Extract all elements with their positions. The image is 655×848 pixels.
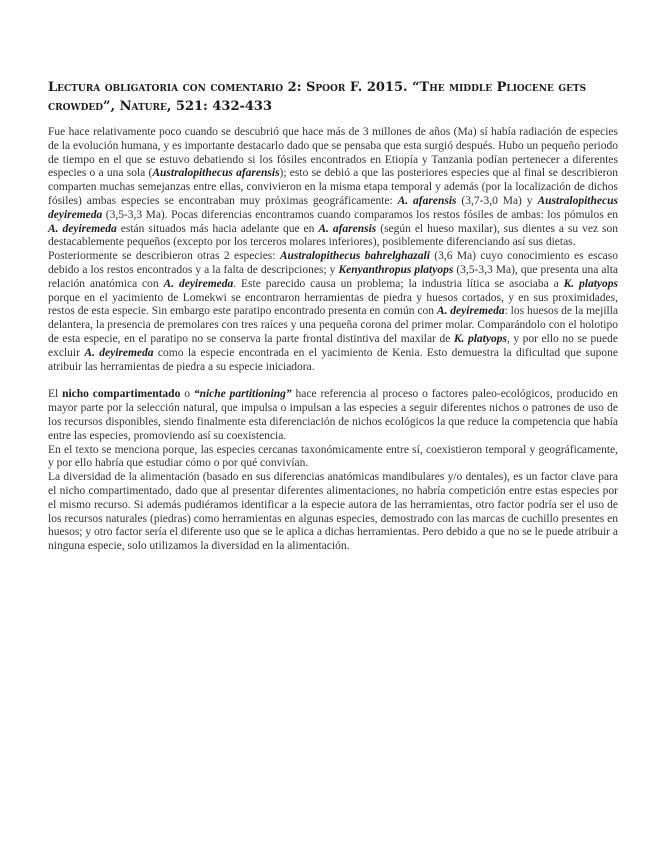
text-run: porque en el yacimiento de Lomekwi se encontraron herramientas de piedra y huesos cortados, y en sus proximidades, restos de esta especie. Sin embargo este paratipo encontrado presenta en común con <box>48 291 618 318</box>
paragraph-p2 <box>48 250 618 374</box>
species-name: Australopithecus deyiremeda <box>48 194 618 221</box>
emphasis-term: nicho compartimentado <box>62 388 181 401</box>
text-run: , y por ello no se puede excluir <box>48 332 618 359</box>
text-run: : los huesos de la mejilla delantera, la presencia de premolares con tres raíces y una pequeña corona del primer molar. Comparándolo con el holotipo de esta especie, en el paratipo no se conserva la parte frontal distintiva del maxilar de <box>48 305 619 345</box>
species-name: Kenyanthropus platyops <box>338 263 454 276</box>
text-run: (3,7-3,0 Ma) y <box>456 194 538 207</box>
paragraph-p5 <box>48 471 618 554</box>
text-run: (según el hueso maxilar), sus dientes a su vez son destacablemente pequeños (excepto por los terceros molares inferiores), posiblemente diferenciando así sus dietas. <box>48 222 619 249</box>
text-run: En el texto se menciona porque, las especies cercanas taxonómicamente entre sí, coexistieron temporal y geográficamente, y por ello habría que estudiar cómo o por qué convivían. <box>48 443 618 470</box>
species-name: A. afarensis <box>397 194 457 207</box>
paragraph-p3 <box>48 388 618 443</box>
text-run: El <box>48 388 63 401</box>
species-name: K. platyops <box>453 332 507 345</box>
text-run: . Este parecido causa un problema; la industria lítica se asociaba a <box>233 277 564 290</box>
text-run: están situados más hacia adelante que en <box>116 222 319 235</box>
species-name: Australopithecus bahrelghazali <box>279 250 430 263</box>
species-name: A. deyiremeda <box>436 305 505 318</box>
species-name: A. afarensis <box>318 222 377 235</box>
species-name: A. deyiremeda <box>163 277 234 290</box>
text-run: (3,6 Ma) cuyo conocimiento es escaso debido a los restos encontrados y a la falta de descripciones; y <box>48 250 619 276</box>
paragraph-p1 <box>48 126 618 250</box>
species-name: K. platyops <box>563 277 619 290</box>
document-title: Lectura obligatoria con comentario 2: Spoor F. 2015. “The middle Pliocene gets crowded”, Nature, 521: 432-433 <box>48 80 587 114</box>
document-body <box>48 126 618 554</box>
text-run: ); esto se debió a que las posteriores especies que al final se describieron comparten muchas semejanzas entre ellas, convivieron en la misma etapa temporal y además (por la localización de dichos fósiles) ambas especies se encontraban muy próximas geográficamente: <box>48 167 618 207</box>
text-run: (3,5-3,3 Ma). Pocas diferencias encontramos cuando comparamos los restos fósiles de ambas: los pómulos en <box>102 208 618 221</box>
text-run: Posteriormente se describieron otras 2 especies: <box>48 250 280 263</box>
species-name: “niche partitioning” <box>193 388 292 401</box>
species-name: Australopithecus afarensis <box>152 167 280 180</box>
species-name: A. deyiremeda <box>84 346 154 359</box>
text-run: como la especie encontrada en el yacimiento de Kenia. Esto demuestra la dificultad que supone atribuir las herramientas de piedra a su especie iniciadora. <box>48 346 619 373</box>
text-run: La diversidad de la alimentación (basado en sus diferencias anatómicas mandibulares y/o dentales), es un factor clave para el nicho compartimentado, dado que al presentar diferentes alimentaciones, no habría competición entre estas especies por el mismo recurso. Si además pudiéramos identificar a la especie autora de las herramientas, otro factor podría ser el uso de los recursos naturales (piedras) como herramientas en algunas especies, demostrado con las marcas de cuchillo presentes en huesos; y otro factor sería el diferente uso que se le aplica a dichas herramientas. Pero debido a que no se le puede atribuir a ninguna especie, solo utilizamos la diversidad en la alimentación. <box>48 471 618 553</box>
text-run: hace referencia al proceso o factores paleo-ecológicos, producido en mayor parte por la selección natural, que impulsa o impulsan a las especies a seguir diferentes nichos o patrones de uso de los recursos disponibles, siendo finalmente esta diferenciación de nichos ecológicos la que reduce la competencia que había entre las especies, promoviendo así su coexistencia. <box>48 388 618 442</box>
paragraph-gap <box>48 374 618 388</box>
text-run: Fue hace relativamente poco cuando se descubrió que hace más de 3 millones de años (Ma) sí había radiación de especies de la evolución humana, y es importante destacarlo dado que se pensaba que esta surgió después. Hubo un pequeño periodo de tiempo en el que se estuvo debatiendo si los fósiles encontrados en Etiopía y Tanzania podían pertenecer a diferentes especies o a una sola ( <box>48 126 618 180</box>
text-run: (3,5-3,3 Ma), que presenta una alta relación anatómica con <box>48 263 619 290</box>
text-run: o <box>180 388 194 401</box>
paragraph-p4 <box>48 444 618 472</box>
species-name: A. deyiremeda <box>48 222 117 235</box>
